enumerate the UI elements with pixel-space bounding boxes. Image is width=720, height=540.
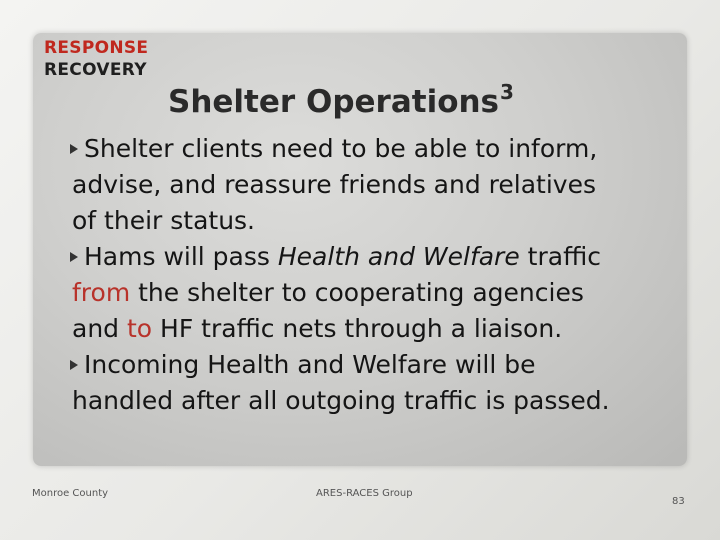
slide-title [168,82,514,118]
bullet-text: and [72,314,127,343]
bullet-text: Hams will pass [84,242,278,271]
page-number: 83 [672,496,685,507]
bullet-line: of their status. [72,206,256,235]
bullet-item [72,239,692,347]
bullet-line: Shelter clients need to be able to inform, [84,134,598,163]
triangle-bullet-icon [70,360,78,370]
bullet-item [72,131,692,239]
footer-center-text: ARES-RACES Group [316,488,413,499]
bullet-line: Incoming Health and Welfare will be [84,350,536,379]
triangle-bullet-icon [70,252,78,262]
recovery-tag: RECOVERY [44,60,147,80]
bullet-italic-text: Health and Welfare [277,242,520,271]
bullet-item [72,347,692,419]
bullet-line: advise, and reassure friends and relatives [72,170,596,199]
bullet-accent-from: from [72,278,131,307]
bullet-text: HF traffic nets through a liaison. [152,314,563,343]
title-superscript: 3 [500,80,514,104]
bullet-text: the shelter to cooperating agencies [130,278,584,307]
triangle-bullet-icon [70,144,78,154]
slide-title-text: Shelter Operations [168,84,500,120]
bullet-line: handled after all outgoing traffic is passed. [72,386,610,415]
bullet-accent-to: to [126,314,153,343]
footer-left-text: Monroe County [32,488,109,499]
bullet-text: traffic [519,242,601,271]
response-tag: RESPONSE [44,38,149,58]
bullet-list [72,131,692,419]
